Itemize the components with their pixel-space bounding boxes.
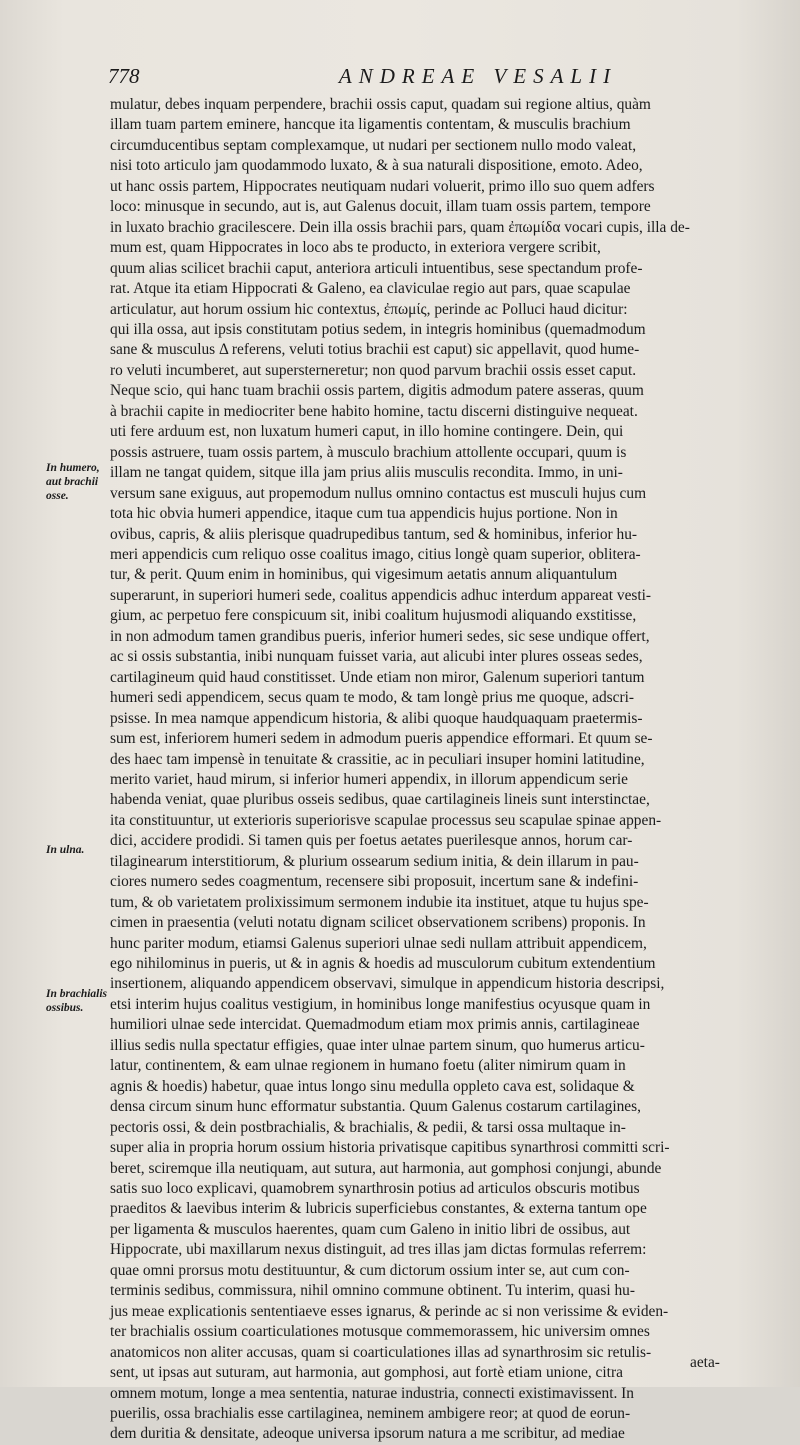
margin-note-ulna: In ulna. xyxy=(46,844,85,856)
page-header xyxy=(108,64,748,94)
margin-note-humerus: In humero, aut brachii osse. xyxy=(46,462,100,502)
main-text-block: mulatur, debes inquam perpendere, brachii ossis caput, quadam sui regione altius, quàm illam tuam partem eminere, hancque ita ligamentis contentam, & musculis brachium circumducentibus septam complexamque, ut nudari per sectionem nullo modo valeat, nisi toto articulo jam quodammodo luxato, & à sua naturali dispositione, emoto. Adeo, ut hanc ossis partem, Hippocrates neutiquam nudari voluerit, primo illo suo quem adfers loco: minusque in secundo, aut is, aut Galenus docuit, illam tuam ossis partem, tempore in luxato brachio gracilescere. Dein illa ossis brachii pars, quam ἐπωμίδα vocari cupis, illa de- mum est, quam Hippocrates in loco abs te producto, in exteriora vergere scribit, quum alias scilicet brachii caput, anteriora articuli intuentibus, sese spectandum profe- rat. Atque ita etiam Hippocrati & Galeno, ea claviculae regio aut pars, quae scapulae articulatur, aut horum ossium hic contextus, ἐπωμίς, perinde ac Polluci haud dicitur: qui illa ossa, aut ipsis constitutam potius sedem, in integris hominibus (quemadmodum sane & musculus Δ referens, veluti totius brachii est caput) sic appellavit, quod hume- ro veluti incumberet, aut supersterneretur; non quod parvum brachii ossis esset caput. Neque scio, qui hanc tuam brachii ossis partem, digitis admodum patere asseras, quum à brachii capite in mediocriter bene habito homine, tactu discerni distinguive nequeat. uti fere arduum est, non luxatum humeri caput, in illo homine contingere. Dein, qui possis astruere, tuam ossis partem, à musculo brachium attollente occupari, quum is illam ne tangat quidem, sitque illa jam prius aliis musculis recondita. Immo, in uni- versum sane exiguus, aut propemodum nullus omnino contactus est musculi hujus cum tota hic obvia humeri appendice, itaque cum tua appendicis hujus portione. Non in ovibus, capris, & aliis plerisque quadrupedibus tantum, sed & hominibus, inferior hu- meri appendicis cum reliquo osse coalitus imago, citius longè quam superior, oblitera- tur, & perit. Quum enim in hominibus, qui vigesimum aetatis annum aliquantulum superarunt, in superiori humeri sede, coalitus appendicis adhuc interdum appareat vesti- gium, ac perpetuo fere conspicuum sit, inibi coalitum hujusmodi aliquando exstitisse, in non admodum tamen grandibus pueris, inferior humeri sedes, sic sese undique offert, ac si ossis substantia, inibi nunquam fuisset varia, aut alicubi inter plures osseas sedes, cartilagineum quid haud constitisset. Unde etiam non miror, Galenum superiori tantum humeri sedi appendicem, secus quam te modo, & tam longè prius me quoque, adscri- psisse. In mea namque appendicum historia, & alibi quoque haudquaquam praetermis- sum est, inferiorem humeri sedem in admodum pueris appendice efformari. Et quum se- des haec tam impensè in tenuitate & crassitie, ac in peculiari insuper homini latitudine, merito variet, haud mirum, si inferior humeri appendix, in illorum appendicum serie habenda veniat, quae pluribus osseis sedibus, quae cartilagineis lineis sunt interstinctae, ita constituuntur, ut exterioris superiorisve scapulae processus seu scapulae spinae appen- dici, accidere prodidi. Si tamen quis per foetus aetates puerilesque annos, horum car- tilaginearum interstitiorum, & plurium ossearum sedium initia, & dein illarum in pau- ciores numero sedes coagmentum, recensere sibi proposuit, incertum sane & indefini- tum, & ob varietatem prolixissimum sermonem indubie ita instituet, atque tu hujus spe- cimen in praesentia (veluti notatu dignam scilicet observationem scribens) proponis. In hunc pariter modum, etiamsi Galenus superiori ulnae sedi nullam attribuit appendicem, ego nihilominus in pueris, ut & in agnis & hoedis ad musculorum cubitum extendentium insertionem, aliquando appendicem observavi, simulque in appendicum historia descripsi, etsi interim hujus coalitus vestigium, in hominibus longe manifestius ocyusque quam in humiliori ulnae sede intercidat. Quemadmodum etiam mox primis annis, cartilagineae illius sedis nulla spectatur effigies, quae inter ulnae partem sinum, quo humerus articu- latur, continentem, & eam ulnae regionem in humano foetu (aliter nimirum quam in agnis & hoedis) habetur, quae intus longo sinu medulla oppleto cava est, solidaque & densa circum sinum hunc efformatur substantia. Quum Galenus costarum cartilagines, pectoris ossi, & dein postbrachialis, & brachialis, & pedii, & tarsi ossa multaque in- super alia in propria horum ossium historia privatisque capitibus synarthrosi committi scri- beret, sciremque illa neutiquam, aut sutura, aut harmonia, aut gomphosi conjungi, abunde satis suo loco explicavi, quamobrem synarthrosin potius ad articulos obscuris motibus praeditos & laevibus interim & lubricis superficiebus constantes, & externa tantum ope per ligamenta & musculos haerentes, quam cum Galeno in initio libri de ossibus, aut Hippocrate, ubi maxillarum nexus distinguit, ad tres illas jam dictas formulas referrem: quae omni prorsus motu destituuntur, & cum dictorum ossium inter se, aut cum con- terminis sedibus, commissura, nihil omnino commune obtinent. Tu interim, quasi hu- jus meae explicationis sententiaeve esses ignarus, & perinde ac si non verissime & eviden- ter brachialis ossium coarticulationes motusque commemorassem, hic universim omnes anatomicos non aliter accusas, quam si coarticulationes illas ad synarthrosim sic retulis- sent, ut ipsas aut suturam, aut harmonia, aut gomphosi, aut fortè etiam unione, citra omnem motum, longe a mea sententia, naturae industria, connecti existimavissent. In puerilis, ossa brachialis esse cartilaginea, neminem ambigere reor; at quod de eorun- dem duritia & densitate, adeoque universa ipsorum natura a me scribitur, ad mediae xyxy=(110,96,690,1443)
catchword: aeta- xyxy=(690,1354,720,1371)
running-title: ANDREAE VESALII xyxy=(338,64,618,88)
page-number: 778 xyxy=(108,64,140,88)
margin-note-carpal: In brachialis ossibus. xyxy=(46,988,108,1014)
